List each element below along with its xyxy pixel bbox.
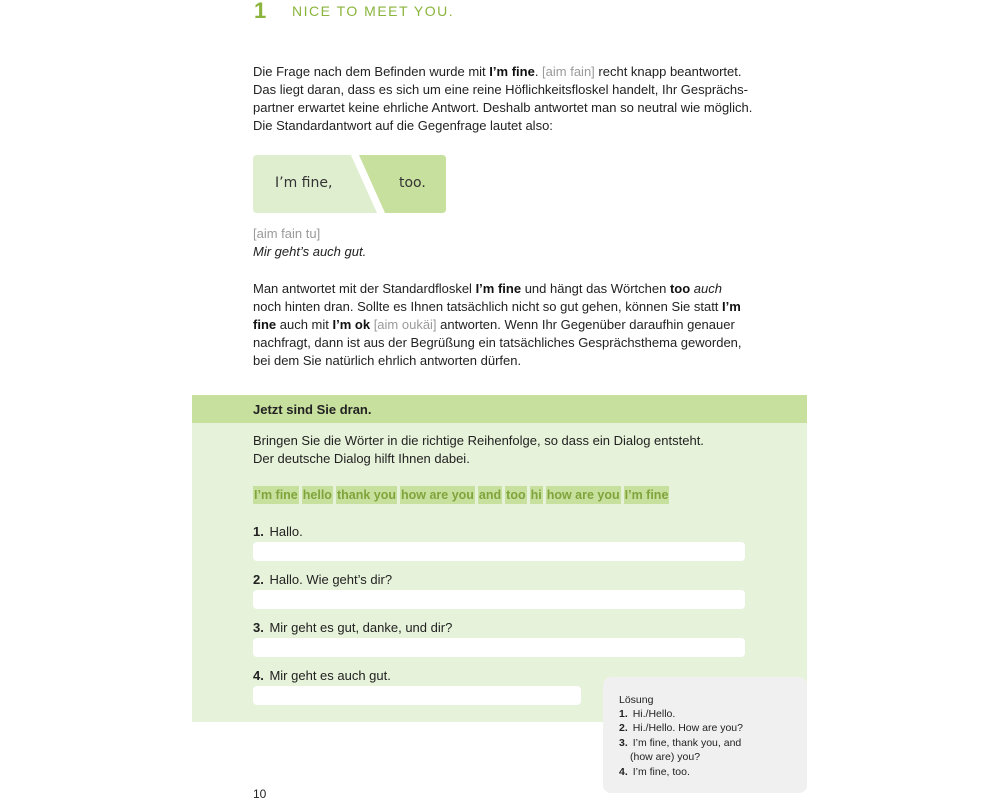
word-chip: how are you xyxy=(546,488,620,502)
phrase-translation: Mir geht’s auch gut. xyxy=(253,244,367,259)
solution-item: 4. I’m fine, too. xyxy=(619,766,690,778)
instruction-line: Der deutsche Dialog hilft Ihnen dabei. xyxy=(253,451,470,466)
question-4: 4. Mir geht es auch gut. xyxy=(253,668,391,683)
solution-item-continued: (how are) you? xyxy=(630,751,701,763)
word-chip: too xyxy=(506,488,526,502)
instruction-line: Bringen Sie die Wörter in die richtige Reihenfolge, so dass ein Dialog entsteht. xyxy=(253,433,704,448)
intro-paragraph: Die Frage nach dem Befinden wurde mit I’m fine. [aim fain] recht knapp beantwortet. Das liegt daran, dass es sich um eine reine Höflichkeitsfloskel handelt, Ihr Gesprächs-partner erwartet keine ehrliche Antwort. Deshalb antwortet man so neutral wie möglich. Die Standardantwort auf die Gegenfrage lautet also: xyxy=(253,64,753,133)
phrase-part1: I’m fine, xyxy=(275,175,333,191)
solution-title: Lösung xyxy=(619,694,654,706)
explanation-paragraph: Man antwortet mit der Standardfloskel I’m fine und hängt das Wörtchen too auch noch hinten dran. Sollte es Ihnen tatsächlich nicht so gut gehen, können Sie statt I’m fine auch mit I’m ok [aim oukäi] antworten. Wenn Ihr Gegenüber daraufhin genauer nachfragt, dann ist aus der Begrüßung ein tatsächliches Gesprächsthema geworden, bei dem Sie natürlich ehrlich antworten dürfen. xyxy=(253,281,742,368)
word-chips xyxy=(253,486,672,504)
word-chip: and xyxy=(478,488,502,502)
solution-item: 1. Hi./Hello. xyxy=(619,708,676,720)
answer-field-4[interactable] xyxy=(253,686,581,705)
word-chip: thank you xyxy=(336,488,396,502)
question-2: 2. Hallo. Wie geht’s dir? xyxy=(253,572,393,587)
solution-item: 3. I’m fine, thank you, and xyxy=(619,737,742,749)
answer-field-2[interactable] xyxy=(253,590,745,609)
chapter-number: 1 xyxy=(254,0,267,23)
exercise-instruction xyxy=(253,432,753,468)
word-chip: I’m fine xyxy=(254,488,298,502)
exercise-header xyxy=(192,395,807,423)
word-chip: hello xyxy=(302,488,332,502)
page-number: 10 xyxy=(253,787,267,801)
phrase-part2: too. xyxy=(399,175,426,191)
word-chip: hi xyxy=(530,488,542,502)
word-chip: how are you xyxy=(400,488,474,502)
solution-item: 2. Hi./Hello. How are you? xyxy=(619,722,743,734)
word-chip: I’m fine xyxy=(624,488,669,502)
answer-field-1[interactable] xyxy=(253,542,745,561)
phrase-box xyxy=(253,155,446,213)
solution-box xyxy=(603,677,807,793)
answer-field-3[interactable] xyxy=(253,638,745,657)
question-1: 1. Hallo. xyxy=(253,524,303,539)
phrase-phonetic: [aim fain tu] xyxy=(253,226,321,241)
exercise-box xyxy=(192,395,807,722)
exercise-title: Jetzt sind Sie dran. xyxy=(253,402,372,417)
chapter-title: NICE TO MEET YOU. xyxy=(292,3,455,19)
question-3: 3. Mir geht es gut, danke, und dir? xyxy=(253,620,453,635)
